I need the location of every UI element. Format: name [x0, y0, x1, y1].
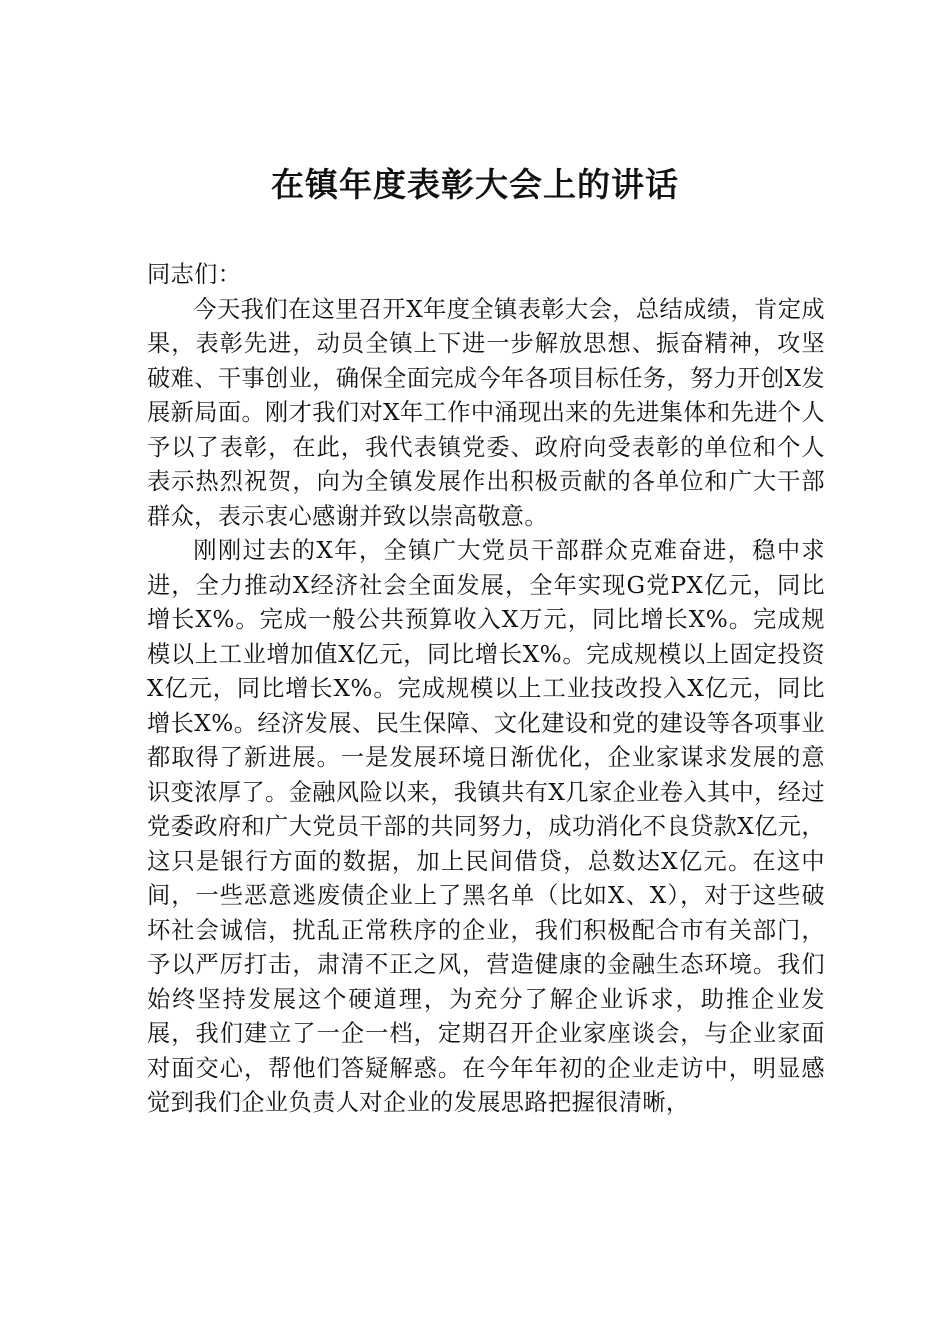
salutation: 同志们： [147, 261, 242, 288]
paragraph-2: 刚刚过去的X年，全镇广大党员干部群众克难奋进，稳中求进，全力推动X经济社会全面发展，全年实现G党PX亿元，同比增长X%。完成一般公共预算收入X万元，同比增长X%。完成规模以上工业增加值X亿元，同比增长X%。完成规模以上固定投资X亿元，同比增长X%。完成规模以上工业技改投入X亿元，同比增长X%。经济发展、民生保障、文化建设和党的建设等各项事业都取得了新进展。一是发展环境日渐优化，企业家谋求发展的意识变浓厚了。金融风险以来，我镇共有X几家企业卷入其中，经过党委政府和广大党员干部的共同努力，成功消化不良贷款X亿元，这只是银行方面的数据，加上民间借贷，总数达X亿元。在这中间，一些恶意逃废债企业上了黑名单（比如X、X），对于这些破坏社会诚信，扰乱正常秩序的企业，我们积极配合市有关部门，予以严厉打击，肃清不正之风，营造健康的金融生态环境。我们始终坚持发展这个硬道理，为充分了解企业诉求，助推企业发展，我们建立了一企一档，定期召开企业家座谈会，与企业家面对面交心，帮他们答疑解惑。在今年年初的企业走访中，明显感觉到我们企业负责人对企业的发展思路把握很清晰， [147, 537, 825, 1116]
document-title: 在镇年度表彰大会上的讲话 [271, 165, 679, 204]
document-body [147, 258, 825, 1121]
paragraph-1: 今天我们在这里召开X年度全镇表彰大会，总结成绩，肯定成果，表彰先进，动员全镇上下进一步解放思想、振奋精神，攻坚破难、干事创业，确保全面完成今年各项目标任务，努力开创X发展新局面。刚才我们对X年工作中涌现出来的先进集体和先进个人予以了表彰，在此，我代表镇党委、政府向受表彰的单位和个人表示热烈祝贺，向为全镇发展作出积极贡献的各单位和广大干部群众，表示衷心感谢并致以崇高敬意。 [147, 295, 825, 530]
